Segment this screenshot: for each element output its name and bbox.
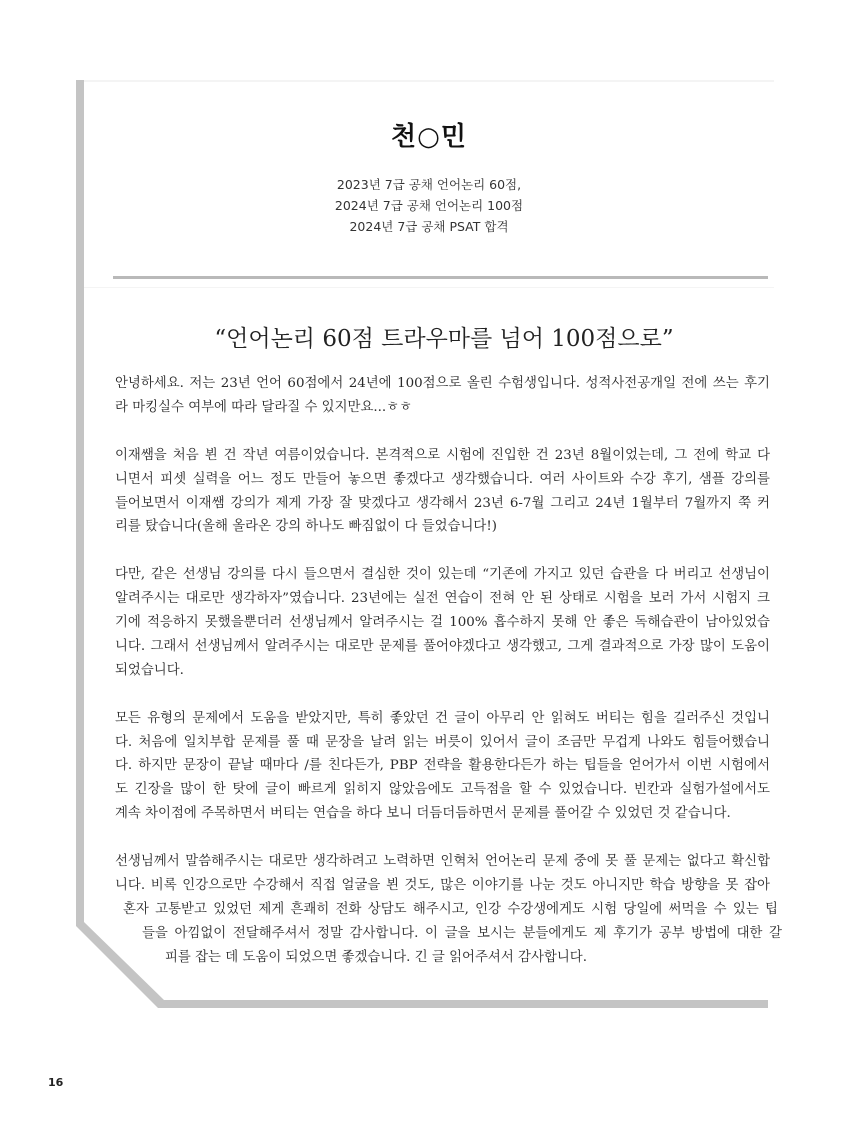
essay-body [115,372,782,993]
text-line: 알려주시는 대로만 생각하자”였습니다. 23년에는 실전 연습이 전혀 안 된 상태로 시험을 보러 가서 시험지 크 [115,591,770,607]
result-line: 2024년 7급 공채 PSAT 합격 [349,219,509,234]
page-number: 16 [48,1076,64,1089]
text-line: 들어보면서 이재쌤 강의가 제게 가장 잘 맞겠다고 생각해서 23년 6-7월 그리고 24년 1월부터 7월까지 쭉 커 [115,495,770,511]
text-line: 다. 하지만 문장이 끝날 때마다 /를 친다든가, PBP 전략을 활용한다든가 하는 팁들을 얻어가서 이번 시험에서 [115,758,770,774]
paragraph [115,850,782,970]
text-line: 니다. 비록 인강으로만 수강해서 직접 얼굴을 뵌 것도, 많은 이야기를 나눈 것도 아니지만 학습 방향을 못 잡아 [115,877,770,893]
profile-header [84,82,774,287]
paragraph [115,444,770,540]
text-line: 선생님께서 말씀해주시는 대로만 생각하려고 노력하면 인혁처 언어논리 문제 중에 못 풀 문제는 없다고 확신합 [115,854,770,870]
exam-results [84,174,774,237]
author-name: 천○민 [391,122,467,152]
text-line: 도 긴장을 많이 한 탓에 글이 빠르게 읽히지 않았음에도 고득점을 할 수 있었습니다. 빈칸과 실험가설에서도 [115,782,770,798]
header-divider [113,276,768,279]
essay-title: “언어논리 60점 트라우마를 넘어 100점으로” [214,326,674,352]
paragraph [115,563,770,683]
result-line: 2024년 7급 공채 언어논리 100점 [334,198,524,213]
text-line: 피를 잡는 데 도움이 되었으면 좋겠습니다. 긴 글 읽어주셔서 감사합니다. [165,949,587,965]
text-line: 혼자 고통받고 있었던 제게 흔쾌히 전화 상담도 해주시고, 인강 수강생에게도 시험 당일에 써먹을 수 있는 팁 [123,901,778,917]
text-line: 니면서 피셋 실력을 어느 정도 만들어 놓으면 좋겠다고 생각했습니다. 여러 사이트와 수강 후기, 샘플 강의를 [115,471,770,487]
text-line: 다만, 같은 선생님 강의를 다시 들으면서 결심한 것이 있는데 “기존에 가지고 있던 습관을 다 버리고 선생님이 [115,567,770,583]
text-line: 라 마킹실수 여부에 따라 달라질 수 있지만요...ㅎㅎ [115,399,413,415]
paragraph [115,372,770,420]
paragraph [115,707,770,827]
text-line: 모든 유형의 문제에서 도움을 받았지만, 특히 좋았던 건 글이 아무리 안 읽혀도 버티는 힘을 길러주신 것입니 [115,710,770,726]
text-line: 다. 처음에 일치부합 문제를 풀 때 문장을 날려 읽는 버릇이 있어서 글이 조금만 무겁게 나와도 힘들어했습니 [115,734,770,750]
text-line: 니다. 그래서 선생님께서 알려주시는 대로만 문제를 풀어야겠다고 생각했고, 그게 결과적으로 가장 많이 도움이 [115,638,770,654]
text-line: 리를 탔습니다(올해 올라온 강의 하나도 빠짐없이 다 들었습니다!) [115,519,497,535]
text-line: 계속 차이점에 주목하면서 버티는 연습을 하다 보니 더듬더듬하면서 문제를 풀어갈 수 있었던 것 같습니다. [115,806,731,822]
text-line: 이재쌤을 처음 뵌 건 작년 여름이었습니다. 본격적으로 시험에 진입한 건 23년 8월이었는데, 그 전에 학교 다 [115,447,770,463]
text-line: 들을 아낌없이 전달해주셔서 정말 감사합니다. 이 글을 보시는 분들에게도 제 후기가 공부 방법에 대한 갈 [142,925,782,941]
text-line: 기에 적응하지 못했을뿐더러 선생님께서 알려주시는 걸 100% 흡수하지 못해 안 좋은 독해습관이 남아있었습 [115,615,770,631]
result-line: 2023년 7급 공채 언어논리 60점, [336,177,522,192]
text-line: 되었습니다. [115,662,184,678]
text-line: 안녕하세요. 저는 23년 언어 60점에서 24년에 100점으로 올린 수험생입니다. 성적사전공개일 전에 쓰는 후기 [115,376,770,391]
